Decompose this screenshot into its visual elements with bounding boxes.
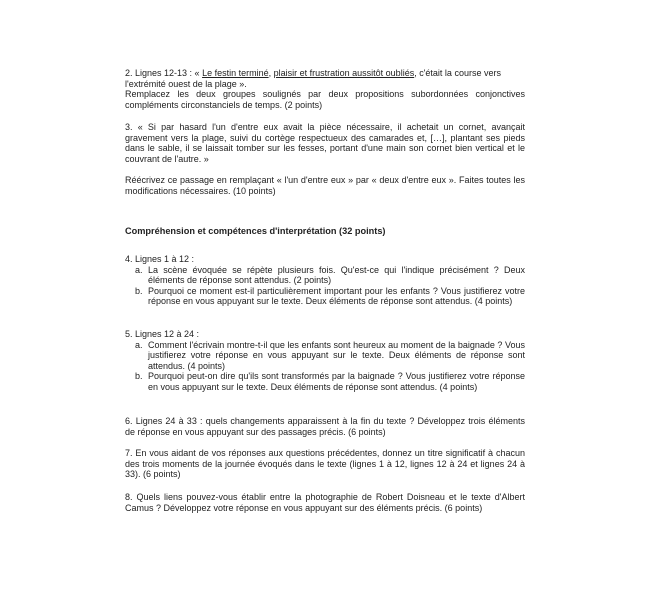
item-label: a. [135,264,143,275]
item-label: b. [135,371,143,382]
question-4 [125,254,525,307]
question-2 [125,68,525,110]
question-3-rewrite [125,175,525,196]
item-text: La scène évoquée se répète plusieurs fois. Qu'est-ce qui l'indique précisément ? Deux éléments de réponse sont attendus. (2 points) [148,264,525,286]
question-6-text: 6. Lignes 24 à 33 : quels changements apparaissent à la fin du texte ? Développez trois éléments de réponse en vous appuyant sur des passages précis. (6 points) [125,416,525,437]
question-4b [125,286,525,307]
question-3-instruction: Réécrivez ce passage en remplaçant « l'un d'entre eux » par « deux d'entre eux ». Faites toutes les modifications nécessaires. (10 points) [125,175,525,196]
question-3-quote: 3. « Si par hasard l'un d'entre eux avait la pièce nécessaire, il achetait un cornet, avançait gravement vers la plage, suivi du cortège respectueux des camarades et, […], plantant ses pieds dans le sable, il se laissait tomber sur les fesses, portant d'une main son cornet bien vertical et le couvrant de l'autre. » [125,122,525,164]
question-5a [125,340,525,372]
question-8 [125,492,525,513]
question-7 [125,448,525,480]
question-5 [125,329,525,393]
item-text: Pourquoi peut-on dire qu'ils sont transformés par la baignade ? Vous justifierez votre réponse en vous appuyant sur le texte. Deux éléments de réponse sont attendus. (4 points) [148,371,525,392]
underlined-group-2: plaisir et frustration aussitôt oubliés [273,68,415,78]
underlined-group-1: Le festin terminé [202,68,269,78]
item-text: Pourquoi ce moment est-il particulièrement important pour les enfants ? Vous justifierez votre réponse en vous appuyant sur le texte. Deux éléments de réponse sont attendus. (4 points) [148,285,525,307]
question-5b [125,371,525,392]
question-4a [125,265,525,286]
item-label: a. [135,339,143,350]
question-8-text: 8. Quels liens pouvez-vous établir entre la photographie de Robert Doisneau et le texte d'Albert Camus ? Développez votre réponse en vous appuyant sur des éléments précis. (6 points) [125,492,525,513]
item-label: b. [135,285,143,296]
question-6 [125,416,525,437]
question-2-instruction: Remplacez les deux groupes soulignés par deux propositions subordonnées conjonctives compléments circonstanciels de temps. (2 points) [125,89,525,110]
section-heading: Compréhension et compétences d'interprétation (32 points) [125,226,386,236]
item-text: Comment l'écrivain montre-t-il que les enfants sont heureux au moment de la baignade ? Vous justifierez votre réponse en vous appuyant sur le texte. Deux éléments de réponse sont attendus. (4 points) [148,339,525,371]
question-4-title: 4. Lignes 1 à 12 : [125,254,195,264]
question-2-prompt: 2. Lignes 12-13 : « Le festin terminé, plaisir et frustration aussitôt oubliés, c'était la course vers l'extrémité ouest de la plage ». [125,68,501,89]
question-5-title: 5. Lignes 12 à 24 : [125,329,200,339]
question-7-text: 7. En vous aidant de vos réponses aux questions précédentes, donnez un titre significatif à chacun des trois moments de la journée évoqués dans le texte (lignes 1 à 12, lignes 12 à 24 et lignes 24 à 33). (6 points) [125,448,525,480]
section-heading-block [125,226,525,237]
question-3 [125,122,525,164]
